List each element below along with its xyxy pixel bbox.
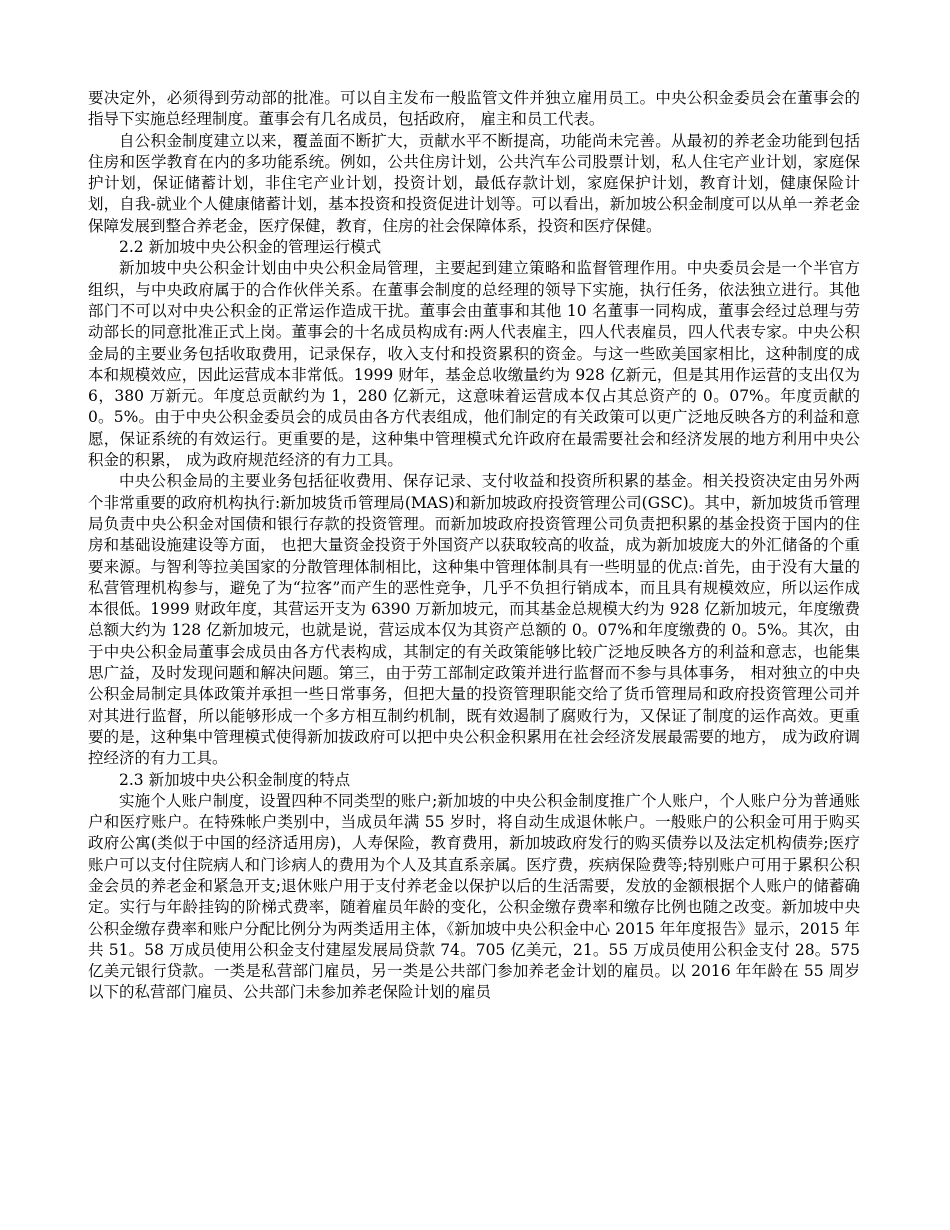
section-heading-2-3: 2.3 新加坡中央公积金制度的特点 xyxy=(119,770,351,789)
paragraph-board-management: 新加坡中央公积金计划由中央公积金局管理，主要起到建立策略和监督管理作用。中央委员会是一个半官方组织，与中央政府属于的合作伙伴关系。在董事会制度的总经理的领导下实施，执行任务，依法独立进行。其他部门不可以对中央公积金的正常运作造成干扰。董事会由董事和其他 10 名董事一同构成，董事会经过总理与劳动部长的同意批准正式上岗。董事会的十名成员构成有:两人代表雇主，四人代表雇员，四人代表专家。中央公积金局的主要业务包括收取费用，记录保存，收入支付和投资累积的资金。与这一些欧美国家相比，这种制度的成本和规模效应，因此运营成本非常低。1999 财年，基金总收缴量约为 928 亿新元，但是其用作运营的支出仅为 6，380 万新元。年度总贡献约为 1，280 亿新元，这意味着运营成本仅占其总资产的 0。07%。年度贡献的 0。5%。由于中央公积金委员会的成员由各方代表组成，他们制定的有关政策可以更广泛地反映各方的利益和意愿，保证系统的有效运行。更重要的是，这种集中管理模式允许政府在最需要社会和经济发展的地方利用中央公积金的积累， 成为政府规范经济的有力工具。 xyxy=(88,259,860,470)
paragraph-investment-management: 中央公积金局的主要业务包括征收费用、保存记录、支付收益和投资所积累的基金。相关投资决定由另外两个非常重要的政府机构执行:新加坡货币管理局(MAS)和新加坡政府投资管理公司(GSC)。其中，新加坡货币管理局负责中央公积金对国债和银行存款的投资管理。而新加坡政府投资管理公司负责把积累的基金投资于国内的住房和基础设施建设等方面， 也把大量资金投资于外国资产以获取较高的收益，成为新加坡庞大的外汇储备的个重要来源。与智利等拉美国家的分散管理体制相比，这种集中管理体制具有一些明显的优点:首先，由于没有大量的私营管理机构参与，避免了为“拉客”而产生的恶性竞争，几乎不负担行销成本，而且具有规模效应，所以运作成本很低。1999 财政年度，其营运开支为 6390 万新加坡元，而其基金总规模大约为 928 亿新加坡元，年度缴费总额大约为 128 亿新加坡元，也就是说，营运成本仅为其资产总额的 0。07%和年度缴费的 0。5%。其次，由于中央公积金局董事会成员由各方代表构成，其制定的有关政策能够比较广泛地反映各方的利益和意志，也能集思广益，及时发现问题和解决问题。第三，由于劳工部制定政策并进行监督而不参与具体事务， 相对独立的中央公积金局制定具体政策并承担一些日常事务，但把大量的投资管理职能交给了货币管理局和政府投资管理公司并对其进行监督，所以能够形成一个多方相互制约机制，既有效遏制了腐败行为，又保证了制度的运作高效。更重要的是，这种集中管理模式使得新加拔政府可以把中央公积金积累用在社会经济发展最需要的地方， 成为政府调控经济的有力工具。 xyxy=(88,472,860,768)
paragraph-system-features: 实施个人账户制度，设置四种不同类型的账户;新加坡的中央公积金制度推广个人账户，个人账户分为普通账户和医疗账户。在特殊帐户类别中，当成员年满 55 岁时，将自动生成退休帐户。一般账户的公积金可用于购买政府公寓(类似于中国的经济适用房)，人寿保险，教育费用，新加坡政府发行的购买债券以及法定机构债券;医疗账户可以支付住院病人和门诊病人的费用为个人及其直系亲属。医疗费，疾病保险费等;特别账户可用于累积公积金会员的养老金和紧急开支;退休账户用于支付养老金以保护以后的生活需要，发放的金额根据个人账户的储蓄确定。实行与年龄挂钩的阶梯式费率，随着雇员年龄的变化，公积金缴存费率和缴存比例也随之改变。新加坡中央公积金缴存费率和账户分配比例分为两类适用主体，《新加坡中央公积金中心 2015 年年度报告》显示，2015 年共 51。58 万成员使用公积金支付建屋发展局贷款 74。705 亿美元，21。55 万成员使用公积金支付 28。575 亿美元银行贷款。一类是私营部门雇员，另一类是公共部门参加养老金计划的雇员。以 2016 年年龄在 55 周岁以下的私营部门雇员、公共部门未参加养老保险计划的雇员 xyxy=(88,791,860,1002)
section-heading-2-2: 2.2 新加坡中央公积金的管理运行模式 xyxy=(119,238,382,257)
paragraph-continuation: 要决定外，必须得到劳动部的批准。可以自主发布一般监管文件并独立雇用员工。中央公积金委员会在董事会的指导下实施总经理制度。董事会有几名成员，包括政府， 雇主和员工代表。 xyxy=(88,89,860,129)
document-page xyxy=(88,88,860,1004)
paragraph-cpf-development: 自公积金制度建立以来，覆盖面不断扩大，贡献水平不断提高，功能尚未完善。从最初的养老金功能到包括住房和医学教育在内的多功能系统。例如，公共住房计划，公共汽车公司股票计划，私人住宅产业计划，家庭保护计划，保证储蓄计划，非住宅产业计划，投资计划，最低存款计划，家庭保护计划，教育计划，健康保险计划，自我-就业个人健康储蓄计划，基本投资和投资促进计划等。可以看出，新加坡公积金制度可以从单一养老金保障发展到整合养老金，医疗保健，教育，住房的社会保障体系，投资和医疗保健。 xyxy=(88,131,860,235)
